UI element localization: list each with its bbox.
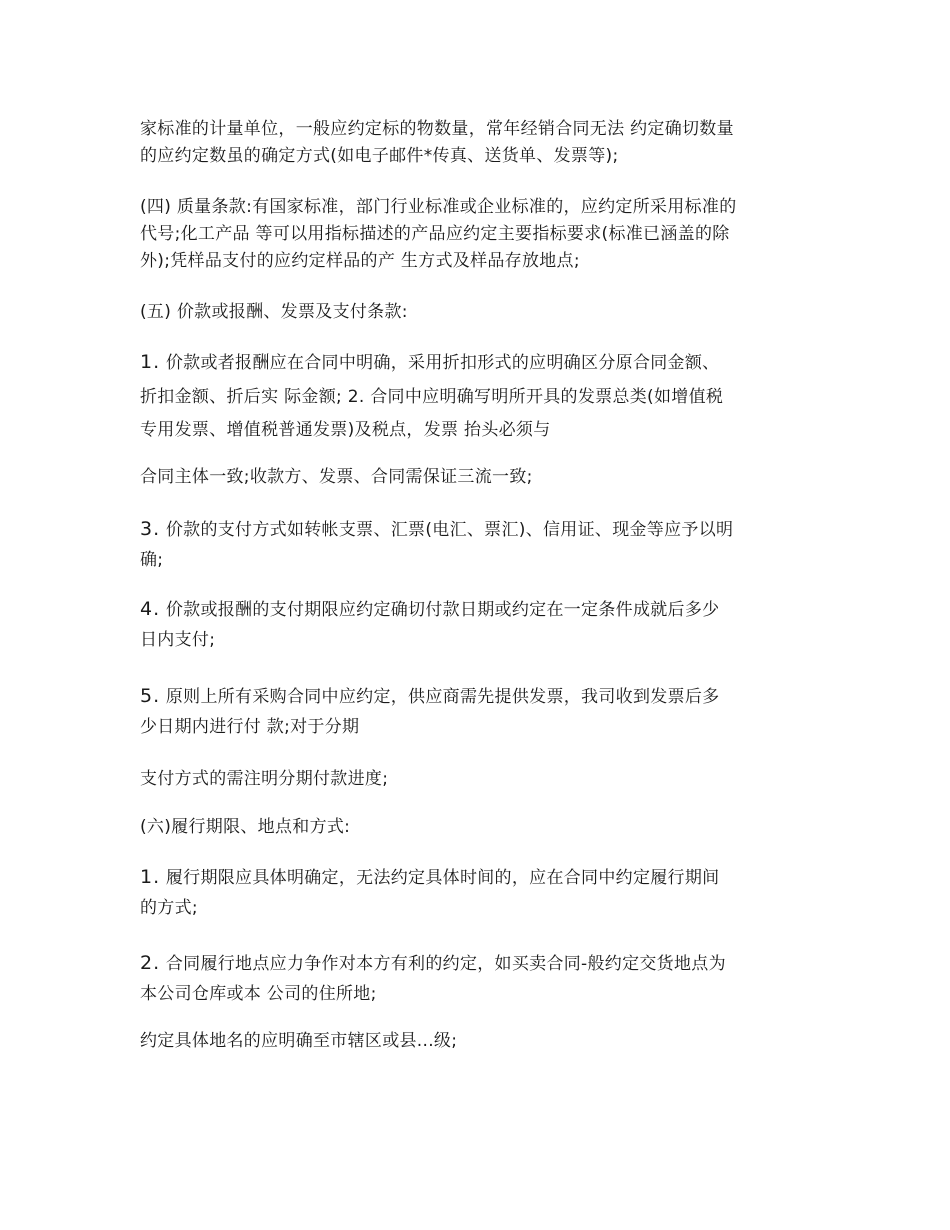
paragraph-three-flows: [140, 464, 815, 491]
paragraph-installments: [140, 766, 815, 793]
paragraph-performance-location: [140, 946, 815, 1008]
item-number: 5.: [140, 685, 161, 707]
text-line: (六)履行期限、地点和方式:: [140, 817, 351, 837]
paragraph-payment-method: [140, 512, 815, 574]
text-line: 外);凭样品支付的应约定样品的产 生方式及样品存放地点;: [140, 251, 580, 271]
item-text: 履行期限应具体明确定，无法约定具体时间的，应在合同中约定履行期间: [160, 868, 720, 888]
text-line: 本公司仓库或本 公司的住所地;: [140, 984, 377, 1004]
text-line: 专用发票、增值税普通发票)及税点，发票 抬头必须与: [140, 420, 551, 440]
section-heading-performance: [140, 814, 815, 841]
text-line: (四) 质量条款:有国家标准，部门行业标准或企业标准的，应约定所采用标准的: [140, 197, 737, 217]
text-line: 约定具体地名的应明确至市辖区或县...级;: [140, 1031, 458, 1051]
text-line: [140, 345, 815, 380]
item-text: 原则上所有采购合同中应约定，供应商需先提供发票，我司收到发票后多: [160, 687, 720, 707]
item-number: 3.: [140, 518, 161, 540]
item-text: 价款的支付方式如转帐支票、汇票(电汇、票汇)、信用证、现金等应予以明: [160, 520, 734, 540]
paragraph-performance-period: [140, 860, 815, 922]
text-line: 代号;化工产品 等可以用指标描述的产品应约定主要指标要求(标准已涵盖的除: [140, 224, 730, 244]
text-line: [140, 512, 815, 547]
paragraph-quality-terms: [140, 194, 815, 275]
text-line: 家标准的计量单位，一般应约定标的物数量，常年经销合同无法 约定确切数量: [140, 119, 734, 139]
text-line: 的方式;: [140, 898, 198, 918]
paragraph-location-detail: [140, 1028, 815, 1055]
paragraph-payment-deadline: [140, 592, 815, 654]
paragraph-invoice-first: [140, 679, 815, 741]
paragraph-price-item-1: [140, 345, 815, 414]
text-line: 日内支付;: [140, 630, 216, 650]
text-line: [140, 946, 815, 981]
section-heading-price: [140, 299, 815, 326]
item-text: 价款或报酬的支付期限应约定确切付款日期或约定在一定条件成就后多少: [160, 600, 720, 620]
text-line: (五) 价款或报酬、发票及支付条款:: [140, 302, 408, 322]
item-text: 合同履行地点应力争作对本方有利的约定，如买卖合同-般约定交货地点为: [160, 954, 726, 974]
item-number: 1.: [140, 866, 161, 888]
text-line: 合同主体一致;收款方、发票、合同需保证三流一致;: [140, 467, 533, 487]
paragraph-price-item-1-cont: [140, 417, 815, 444]
text-line: [140, 592, 815, 627]
paragraph-quantity-terms: [140, 116, 815, 170]
item-number: 1.: [140, 351, 161, 373]
item-text: 价款或者报酬应在合同中明确，采用折扣形式的应明确区分原合同金额、: [160, 353, 720, 373]
text-line: 的应约定数虽的确定方式(如电子邮件*传真、送货单、发票等);: [140, 146, 619, 166]
text-line: 确;: [140, 550, 164, 570]
item-number: 4.: [140, 598, 161, 620]
item-number: 2.: [140, 952, 161, 974]
text-line: 支付方式的需注明分期付款进度;: [140, 769, 389, 789]
text-line: [140, 860, 815, 895]
text-line: 少日期内进行付 款;对于分期: [140, 717, 360, 737]
text-line: 折扣金额、折后实 际金额; 2. 合同中应明确写明所开具的发票总类(如增值税: [140, 387, 724, 407]
text-line: [140, 679, 815, 714]
